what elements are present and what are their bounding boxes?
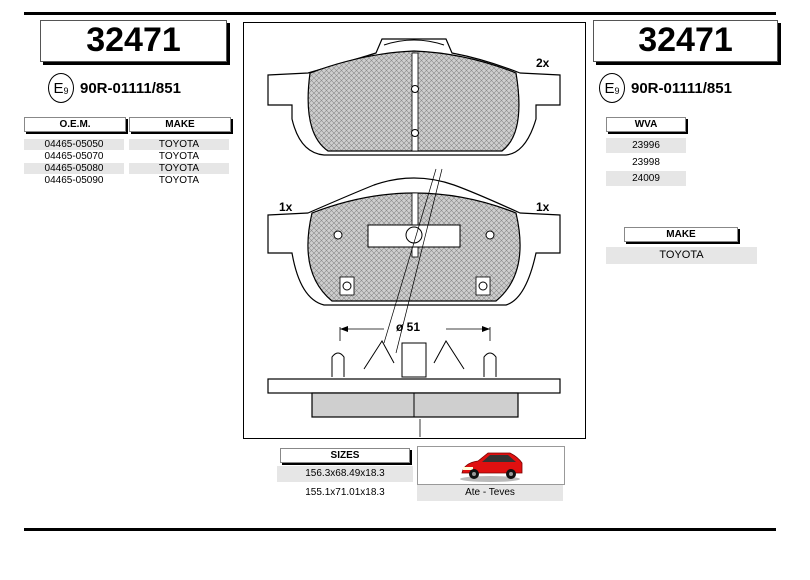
oem-row-make: TOYOTA bbox=[158, 151, 200, 162]
sizes-row: 155.1x71.01x18.3 bbox=[305, 487, 385, 498]
wva-row: 23998 bbox=[632, 157, 660, 168]
red-car-icon bbox=[418, 447, 564, 484]
sizes-header: SIZES bbox=[280, 448, 410, 463]
e-mark-icon: E $_9$ bbox=[48, 73, 74, 103]
oem-header: O.E.M. bbox=[24, 117, 126, 132]
top-rule bbox=[24, 12, 776, 15]
qty-top-label: 2x bbox=[536, 56, 550, 70]
make-header-right: MAKE bbox=[624, 227, 738, 242]
qty-mid-right-label: 1x bbox=[536, 200, 550, 214]
make-row: TOYOTA bbox=[606, 247, 757, 264]
oem-row-make: TOYOTA bbox=[129, 139, 229, 150]
drawing-svg bbox=[244, 23, 584, 437]
sizes-row: 156.3x68.49x18.3 bbox=[277, 466, 413, 482]
approval-code: 90R-01111/851 bbox=[80, 79, 181, 97]
qty-mid-left-label: 1x bbox=[279, 200, 293, 214]
oem-row-oem: 04465-05080 bbox=[24, 163, 124, 174]
oem-row-oem: 04465-05090 bbox=[44, 175, 104, 186]
oem-row-oem: 04465-05070 bbox=[44, 151, 104, 162]
bottom-rule bbox=[24, 528, 776, 531]
approval-code: 90R-01111/851 bbox=[631, 79, 732, 97]
oem-row-make: TOYOTA bbox=[129, 163, 229, 174]
side-view-plate bbox=[268, 379, 560, 393]
make-header: MAKE bbox=[129, 117, 231, 132]
wva-row: 24009 bbox=[606, 171, 686, 186]
part-number-right: 32471 bbox=[593, 20, 778, 62]
brake-pad-drawing bbox=[243, 22, 586, 439]
approval-mark-left bbox=[48, 73, 181, 103]
approval-mark-right bbox=[599, 73, 732, 103]
diameter-label: ø 51 bbox=[396, 320, 421, 334]
oem-row-make: TOYOTA bbox=[158, 175, 200, 186]
side-view-friction bbox=[312, 393, 518, 417]
wva-header: WVA bbox=[606, 117, 686, 132]
oem-row-oem: 04465-05050 bbox=[24, 139, 124, 150]
vehicle-image bbox=[417, 446, 565, 485]
brand-label: Ate - Teves bbox=[417, 485, 563, 501]
wva-row: 23996 bbox=[606, 138, 686, 153]
part-number-left: 32471 bbox=[40, 20, 227, 62]
e-mark-icon: E $_9$ bbox=[599, 73, 625, 103]
